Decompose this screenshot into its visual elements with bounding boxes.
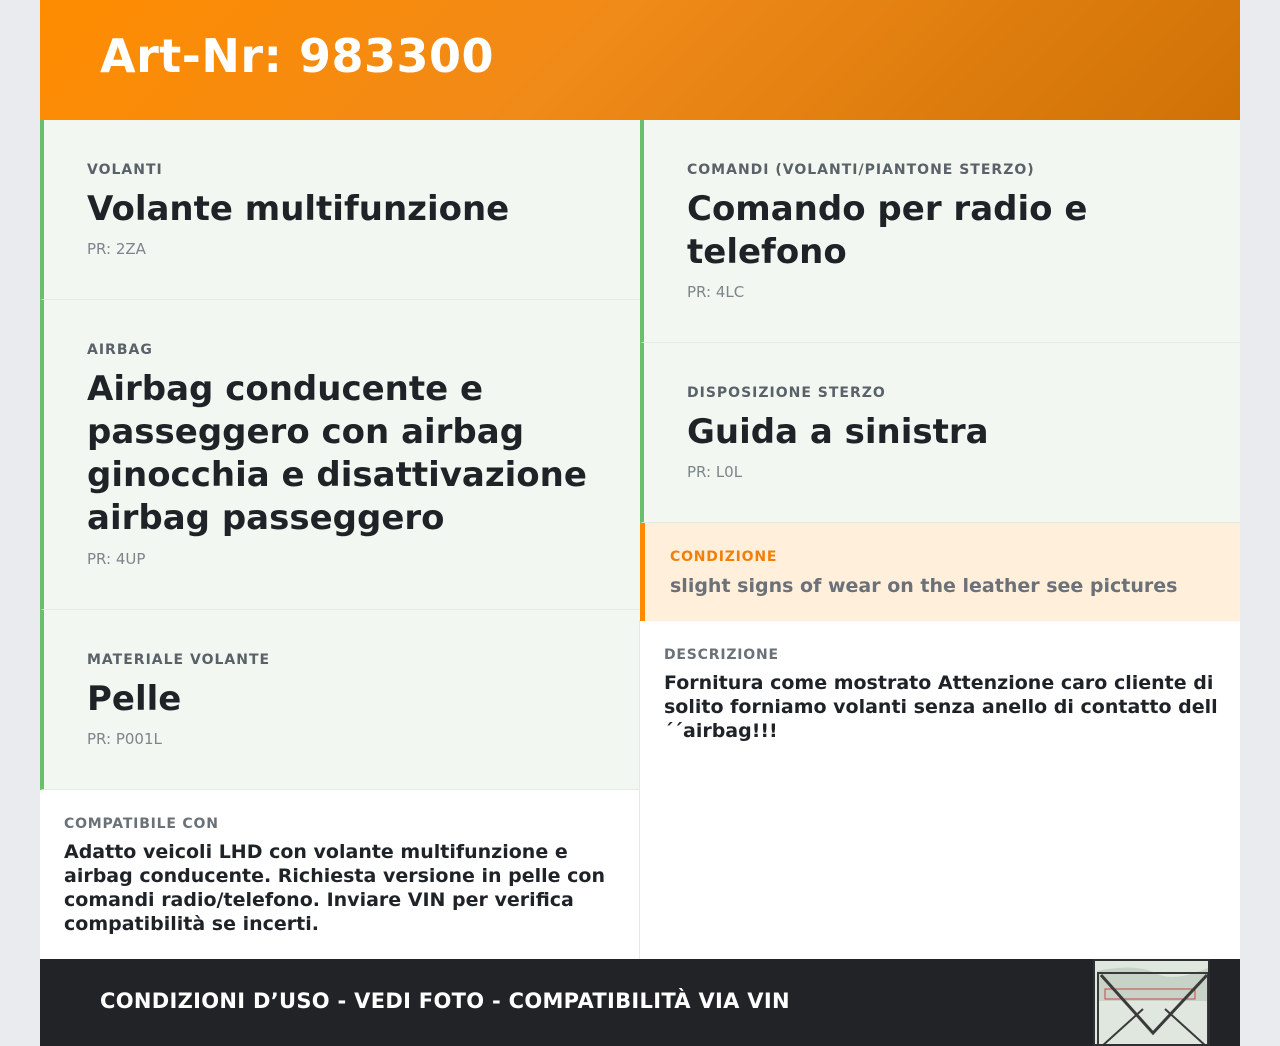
description-text: Fornitura come mostrato Attenzione caro cliente di solito forniamo volanti senza anello di contatto dell´´airbag!!! xyxy=(664,672,1218,742)
article-number-title: Art-Nr: 983300 xyxy=(100,29,495,83)
envelope-photo-icon xyxy=(1095,961,1210,1046)
compatibility-text: Adatto veicoli LHD con volante multifunzione e airbag conducente. Richiesta versione in pelle con comandi radio/telefono. Inviare VIN per verifica compatibilità se incerti. xyxy=(64,841,605,935)
spec-card-disposizione-sterzo xyxy=(640,343,1240,523)
spec-card-materiale-volante xyxy=(40,610,640,790)
condition-text: slight signs of wear on the leather see pictures xyxy=(670,575,1178,597)
compatibility-section xyxy=(40,790,640,959)
spec-card-airbag xyxy=(40,300,640,610)
column-divider xyxy=(639,620,640,959)
spec-category: AIRBAG xyxy=(87,342,153,358)
spec-category: COMANDI (VOLANTI/PIANTONE STERZO) xyxy=(687,162,1035,178)
header-bar xyxy=(40,0,1240,120)
spec-title: Volante multifunzione xyxy=(87,189,510,229)
spec-category: MATERIALE VOLANTE xyxy=(87,652,271,668)
pr-code: PR: 4LC xyxy=(687,283,745,301)
spec-category: VOLANTI xyxy=(87,162,163,178)
spec-title: Pelle xyxy=(87,679,182,719)
footer-notice: CONDIZIONI D’USO - VEDI FOTO - COMPATIBILITÀ VIA VIN xyxy=(100,989,790,1013)
product-sheet xyxy=(40,0,1240,1046)
spec-category: DISPOSIZIONE STERZO xyxy=(687,385,886,401)
condition-box xyxy=(640,523,1240,621)
condition-label: CONDIZIONE xyxy=(670,549,778,565)
description-label: DESCRIZIONE xyxy=(664,647,779,663)
compatibility-label: COMPATIBILE CON xyxy=(64,816,219,832)
footer-bar xyxy=(40,959,1240,1046)
pr-code: PR: 4UP xyxy=(87,550,146,568)
pr-code: PR: P001L xyxy=(87,730,162,748)
pr-code: PR: 2ZA xyxy=(87,240,146,258)
pr-code: PR: L0L xyxy=(687,463,743,481)
spec-title: Airbag conducente e passeggero con airbag ginocchia e disattivazione airbag passeggero xyxy=(87,369,587,538)
description-section xyxy=(640,621,1240,959)
photo-thumbnail[interactable] xyxy=(1093,959,1210,1046)
spec-title: Guida a sinistra xyxy=(687,412,989,452)
spec-title: Comando per radio e telefono xyxy=(687,189,1088,272)
spec-card-comandi xyxy=(640,120,1240,343)
spec-card-volanti xyxy=(40,120,640,300)
